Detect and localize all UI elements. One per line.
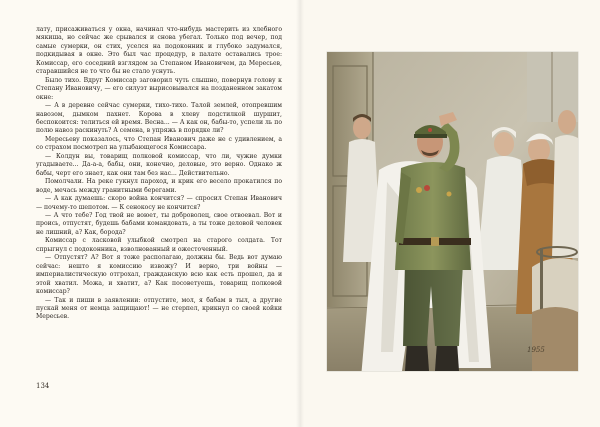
paragraph: — Колдун вы, товарищ полковой комиссар, что ли, чужие думки угадываете... Да-а-а, бабы, они, конечно, деловые, это верно. Однако ж бабы, черт его знает, как они там без нас... Действительно. bbox=[36, 152, 282, 177]
paragraph: лату, присаживаться у окна, начинал что-нибудь мастерить из хлебного мякиша, но сейчас же срывался и снова убегал. Только под вечер, под самые сумерки, он стих, уселся на подоконник и глубоко задумался, подкидывая в окне. Это был час процедур, в палате оставались трое: Комиссар, его соседний взглядом за Степаном Ивановичем, да Мересьев, старавшийся не то что бы не стало уснуть. bbox=[36, 26, 282, 76]
paragraph: — А как думаешь: скоро война кончится? — спросил Степан Иванович — почему-то шепотом. — К сенокосу не кончится? bbox=[36, 195, 282, 211]
body-text bbox=[36, 26, 282, 322]
paragraph: — А что тебе? Год твой не воюет, ты доброволец, свое отвоевал. Вот и проись, отпустят, будешь бабами командовать, а ты тоже деловой человек не лишний, а? Как, борода? bbox=[36, 211, 282, 236]
paragraph: Мересьеву показалось, что Степан Иванович даже не с удивлением, а со страхом посмотрел на улыбающегося Комиссара. bbox=[36, 135, 282, 152]
paragraph: Помолчали. На реке гукнул пароход, и крик его весело прокатился по воде, мечась между гранитными берегами. bbox=[36, 178, 282, 194]
paragraph: — Так и пиши в заявлении: отпустите, мол, я бабам в тыл, а другие пускай меня от немца защищают! — не стерпел, крикнул со своей койки Мересьев. bbox=[36, 296, 282, 321]
paragraph: — Отпустят? А? Вот я тоже располагаю, должны бы. Ведь вот думаю сейчас: нешто я комиссию извожу? И верно, три войны — империалистическую отгрохал, гражданскую всю как есть прошел, да и этой хватил. Можа, и хватит, а? Как посоветуешь, товарищ полковой комиссар? bbox=[36, 254, 282, 296]
paragraph: Комиссар с ласковой улыбкой смотрел на старого солдата. Тот спрыгнул с подоконника, взволнованный и ожесточенный. bbox=[36, 237, 282, 253]
paragraph: Было тихо. Вдруг Комиссар заговорил чуть слышно, повернув голову к Степану Ивановичу, — его силуэт вырисовывался на позданенном закатом окне: bbox=[36, 76, 282, 101]
page-number: 134 bbox=[36, 382, 50, 390]
book-gutter bbox=[296, 0, 304, 427]
illustration-painting bbox=[327, 52, 578, 371]
artist-signature: 1955 bbox=[527, 346, 545, 354]
paragraph: — А в деревне сейчас сумерки, тихо-тихо. Талой землей, отопревшим навозом, дымком пахнет. Корова в хлеву подстилкой шуршит, беспокоится: телиться ей время. Весна... — А как он, бабы-то, успели ль по полю навоз раскинуть? А семена, в упряжь в порядке ли? bbox=[36, 102, 282, 135]
